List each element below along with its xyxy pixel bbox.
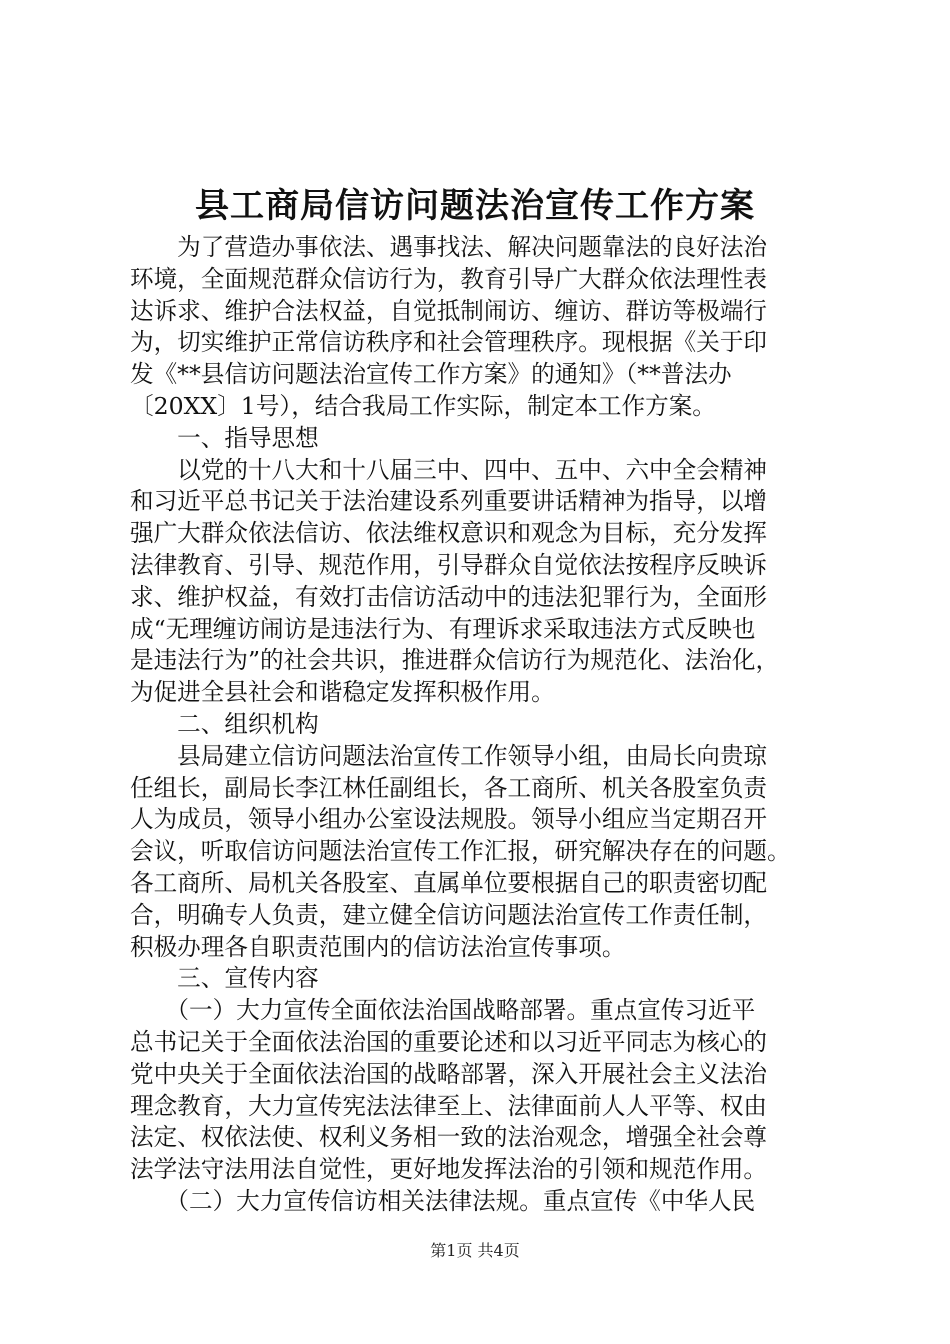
text-line: 任组长，副局长李江林任副组长，各工商所、机关各股室负责 bbox=[130, 773, 768, 802]
text-line: 一、指导思想 bbox=[130, 423, 319, 452]
text-line: 三、宣传内容 bbox=[130, 964, 319, 993]
document-body bbox=[130, 232, 830, 1218]
text-line: 强广大群众依法信访、依法维权意识和观念为目标，充分发挥 bbox=[130, 519, 768, 548]
text-line: 积极办理各自职责范围内的信访法治宣传事项。 bbox=[130, 932, 626, 961]
text-line: 发《**县信访问题法治宣传工作方案》的通知》（**普法办 bbox=[130, 360, 732, 389]
text-line: 会议，听取信访问题法治宣传工作汇报，研究解决存在的问题。 bbox=[130, 837, 791, 866]
text-line: 为，切实维护正常信访秩序和社会管理秩序。现根据《关于印 bbox=[130, 328, 768, 357]
text-line: 以党的十八大和十八届三中、四中、五中、六中全会精神 bbox=[130, 455, 768, 484]
page-footer: 第1页 共4页 bbox=[430, 1241, 520, 1260]
text-line: 党中央关于全面依法治国的战略部署，深入开展社会主义法治 bbox=[130, 1059, 768, 1088]
text-line: 为了营造办事依法、遇事找法、解决问题靠法的良好法治 bbox=[130, 233, 768, 261]
text-line: 人为成员，领导小组办公室设法规股。领导小组应当定期召开 bbox=[130, 805, 768, 834]
text-line: 和习近平总书记关于法治建设系列重要讲话精神为指导，以增 bbox=[130, 487, 768, 516]
text-line: 总书记关于全面依法治国的重要论述和以习近平同志为核心的 bbox=[130, 1027, 768, 1056]
text-line: 理念教育，大力宣传宪法法律至上、法律面前人人平等、权由 bbox=[130, 1091, 768, 1120]
text-line: 县局建立信访问题法治宣传工作领导小组，由局长向贵琼 bbox=[130, 741, 768, 770]
text-line: 法律教育、引导、规范作用，引导群众自觉依法按程序反映诉 bbox=[130, 550, 768, 579]
text-line: 合，明确专人负责，建立健全信访问题法治宣传工作责任制， bbox=[130, 900, 768, 929]
document-title: 县工商局信访问题法治宣传工作方案 bbox=[195, 186, 755, 226]
text-line: （二）大力宣传信访相关法律法规。重点宣传《中华人民 bbox=[130, 1186, 756, 1215]
text-line: （一）大力宣传全面依法治国战略部署。重点宣传习近平 bbox=[130, 996, 756, 1025]
text-line: 成“无理缠访闹访是违法行为、有理诉求采取违法方式反映也 bbox=[130, 614, 756, 643]
text-line: 各工商所、局机关各股室、直属单位要根据自己的职责密切配 bbox=[130, 868, 768, 897]
text-line: 法定、权依法使、权利义务相一致的法治观念，增强全社会尊 bbox=[130, 1123, 768, 1152]
text-line: 法学法守法用法自觉性，更好地发挥法治的引领和规范作用。 bbox=[130, 1155, 768, 1184]
text-line: 〔20XX〕1号），结合我局工作实际，制定本工作方案。 bbox=[130, 391, 716, 420]
text-line: 环境，全面规范群众信访行为，教育引导广大群众依法理性表 bbox=[130, 264, 768, 293]
text-line: 二、组织机构 bbox=[130, 709, 319, 738]
text-line: 是违法行为”的社会共识，推进群众信访行为规范化、法治化， bbox=[130, 646, 780, 675]
text-line: 为促进全县社会和谐稳定发挥积极作用。 bbox=[130, 678, 555, 707]
text-line: 达诉求、维护合法权益，自觉抵制闹访、缠访、群访等极端行 bbox=[130, 296, 768, 325]
text-line: 求、维护权益，有效打击信访活动中的违法犯罪行为，全面形 bbox=[130, 582, 768, 611]
